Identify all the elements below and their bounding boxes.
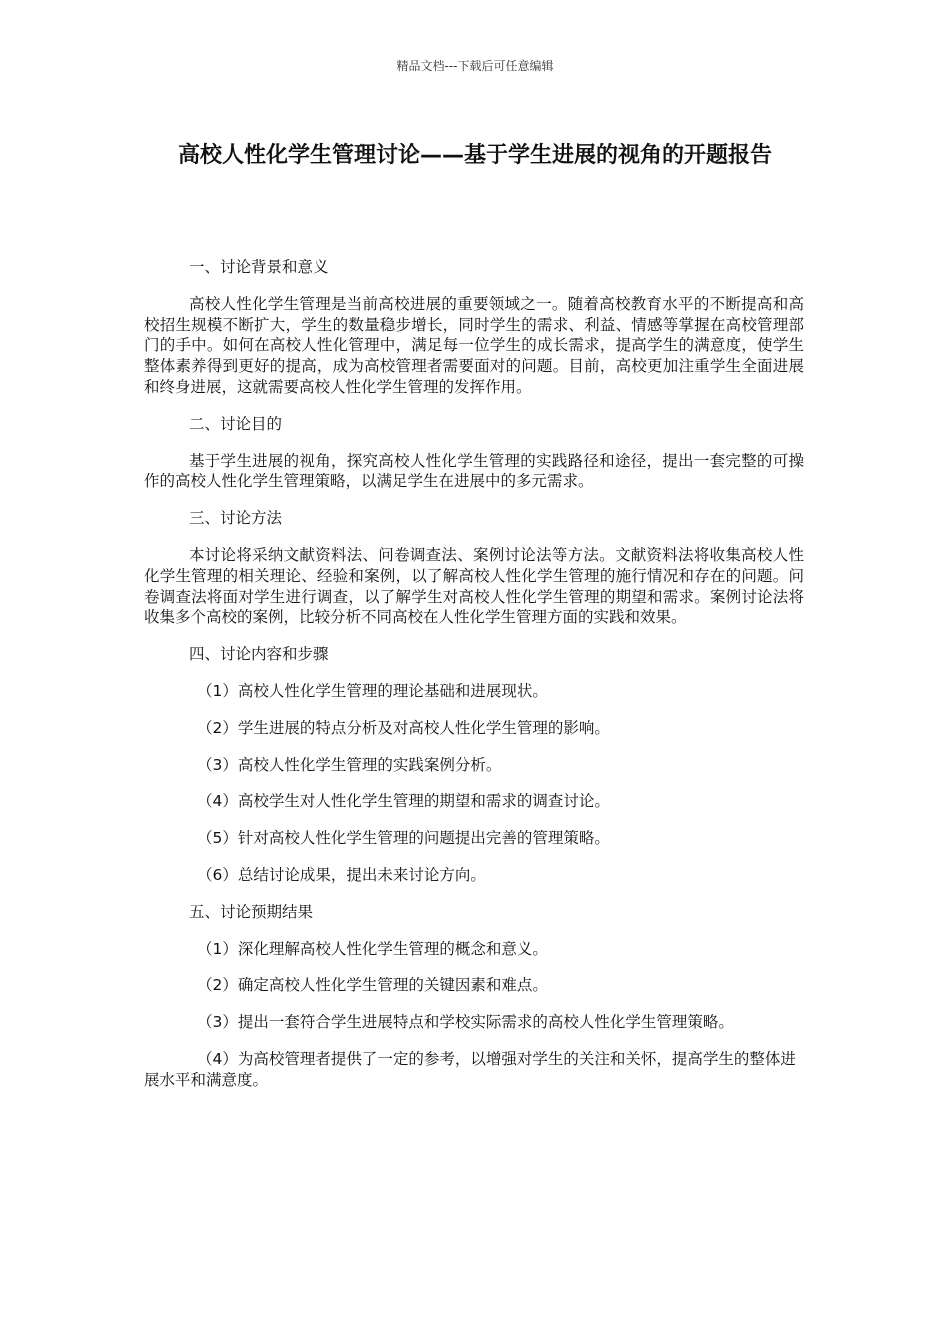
section-heading-expected-results: 五、讨论预期结果 [189, 902, 314, 921]
section-heading-content-steps: 四、讨论内容和步骤 [189, 645, 329, 664]
section-paragraph-background: 高校人性化学生管理是当前高校进展的重要领域之一。随着高校教育水平的不断提高和高校招生规模不断扩大，学生的数量稳步增长，同时学生的需求、利益、情感等掌握在高校管理部门的手中。如何在高校人性化管理中，满足每一位学生的成长需求，提高学生的满意度，使学生整体素养得到更好的提高，成为高校管理者需要面对的问题。目前，高校更加注重学生全面进展和终身进展，这就需要高校人性化学生管理的发挥作用。 [144, 294, 804, 396]
list-item: （1）深化理解高校人性化学生管理的概念和意义。 [197, 939, 548, 958]
section-heading-background: 一、讨论背景和意义 [189, 258, 329, 276]
list-item: （4）为高校管理者提供了一定的参考，以增强对学生的关注和关怀，提高学生的整体进展水平和满意度。 [144, 1049, 796, 1089]
section-heading-methods: 三、讨论方法 [189, 509, 283, 528]
list-item: （3）高校人性化学生管理的实践案例分析。 [197, 755, 502, 774]
document-body [144, 257, 804, 1107]
section-heading-purpose: 二、讨论目的 [189, 414, 283, 433]
list-item: （3）提出一套符合学生进展特点和学校实际需求的高校人性化学生管理策略。 [197, 1013, 734, 1032]
list-item: （6）总结讨论成果，提出未来讨论方向。 [197, 865, 486, 884]
page-header: 精品文档---下载后可任意编辑 [396, 59, 554, 73]
list-item: （1）高校人性化学生管理的理论基础和进展现状。 [197, 681, 548, 700]
list-item: （5）针对高校人性化学生管理的问题提出完善的管理策略。 [197, 829, 610, 848]
list-item: （4）高校学生对人性化学生管理的期望和需求的调查讨论。 [197, 792, 610, 811]
document-title: 高校人性化学生管理讨论——基于学生进展的视角的开题报告 [177, 143, 772, 168]
list-item: （2）学生进展的特点分析及对高校人性化学生管理的影响。 [197, 718, 610, 737]
section-paragraph-purpose: 基于学生进展的视角，探究高校人性化学生管理的实践路径和途径，提出一套完整的可操作的高校人性化学生管理策略，以满足学生在进展中的多元需求。 [144, 451, 804, 491]
section-paragraph-methods: 本讨论将采纳文献资料法、问卷调查法、案例讨论法等方法。文献资料法将收集高校人性化学生管理的相关理论、经验和案例，以了解高校人性化学生管理的施行情况和存在的问题。问卷调查法将面对学生进行调查，以了解学生对高校人性化学生管理的期望和需求。案例讨论法将收集多个高校的案例，比较分析不同高校在人性化学生管理方面的实践和效果。 [144, 545, 804, 627]
list-item: （2）确定高校人性化学生管理的关键因素和难点。 [197, 976, 548, 995]
